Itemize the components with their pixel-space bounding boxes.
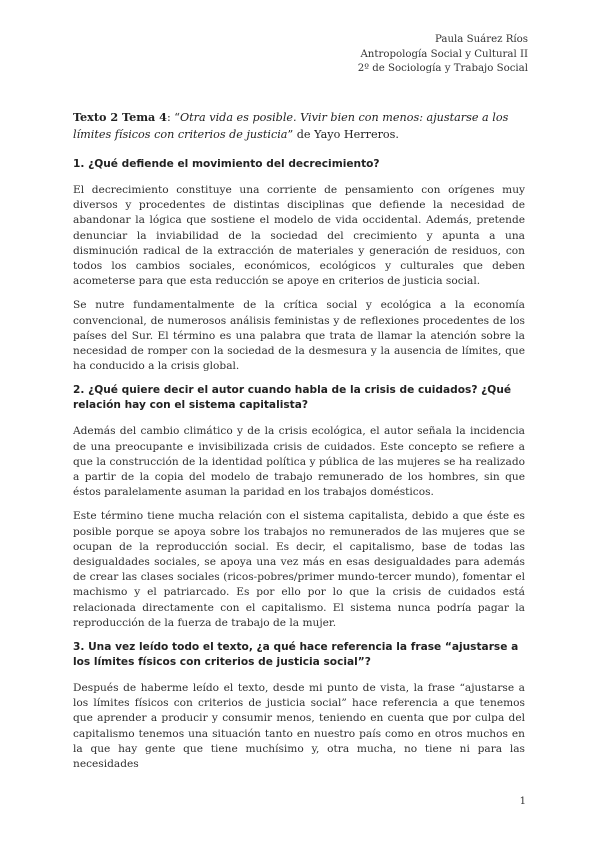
section-1-paragraph-2: Se nutre fundamentalmente de la crítica social y ecológica a la economía convencional, de numerosos análisis feministas y de reflexiones procedentes de los países del Sur. El término es una palabra que trata de llamar la atención sobre la necesidad de romper con la sociedad de la desmesura y la ausencia de límites, que ha conducido a la crisis global.: [73, 299, 525, 373]
author-name: Paula Suárez Ríos: [434, 34, 528, 45]
document-body: [73, 109, 525, 781]
section-2-paragraph-2: Este término tiene mucha relación con el sistema capitalista, debido a que éste es posible porque se apoya sobre los trabajos no remunerados de las mujeres que se ocupan de la reproducción social. Es decir, el capitalismo, base de todas las desigualdades sociales, se apoya una vez más en esas desigualdades para además de crear las clases sociales (ricos-pobres/primer mundo-tercer mundo), fomentar el machismo y el patriarcado. Es por ello por lo que la crisis de cuidados está relacionada directamente con el capitalismo. El sistema nunca podría pagar la reproducción de la fuerza de trabajo de la mujer.: [73, 510, 525, 629]
section-1-heading: 1. ¿Qué defiende el movimiento del decrecimiento?: [73, 158, 380, 170]
section-2-paragraph-1: Además del cambio climático y de la crisis ecológica, el autor señala la incidencia de una preocupante e invisibilizada crisis de cuidados. Este concepto se refiere a que la construcción de la identidad política y pública de las mujeres se ha realizado a partir de la copia del modelo de trabajo remunerado de los hombres, sin que éstos paralelamente asuman la paridad en los trabajos domésticos.: [73, 425, 525, 499]
document-title: [73, 109, 525, 143]
section-1-paragraph-1: El decrecimiento constituye una corriente de pensamiento con orígenes muy diversos y procedentes de distintas disciplinas que defiende la necesidad de abandonar la lógica que sostiene el modelo de vida occidental. Además, pretende denunciar la inviabilidad de la sociedad del crecimiento y apunta a una disminución radical de la extracción de materiales y generación de residuos, con todos los cambios sociales, económicos, ecológicos y culturales que deben acometerse para que esta reducción se apoye en criterios de justicia social.: [73, 184, 525, 288]
title-lead: Texto 2 Tema 4: [73, 110, 167, 124]
author-header: [358, 33, 528, 77]
section-2: [73, 383, 525, 631]
section-3-heading: 3. Una vez leído todo el texto, ¿a qué hace referencia la frase “ajustarse a los límites físicos con criterios de justicia social”?: [73, 641, 519, 669]
section-1: [73, 157, 525, 374]
title-colon: : “: [166, 111, 181, 124]
degree-name: 2º de Sociología y Trabajo Social: [357, 63, 528, 74]
title-suffix: ” de Yayo Herreros.: [287, 127, 399, 141]
section-3: [73, 640, 525, 772]
title-work: Otra vida es posible. Vivir bien con menos: ajustarse a los límites físicos con criterios de justicia: [73, 111, 509, 141]
section-3-paragraph-1: Después de haberme leído el texto, desde mi punto de vista, la frase “ajustarse a los límites físicos con criterios de justicia social” hace referencia a que tenemos que aprender a producir y consumir menos, teniendo en cuenta que por culpa del capitalismo tenemos una situación tanto en nuestro país como en otros muchos en la que hay gente que tiene muchísimo y, otra mucha, no tiene ni para las necesidades: [73, 682, 525, 771]
page-number: 1: [519, 796, 526, 807]
section-2-heading: 2. ¿Qué quiere decir el autor cuando habla de la crisis de cuidados? ¿Qué relación hay con el sistema capitalista?: [73, 384, 512, 412]
course-name: Antropología Social y Cultural II: [360, 48, 528, 60]
